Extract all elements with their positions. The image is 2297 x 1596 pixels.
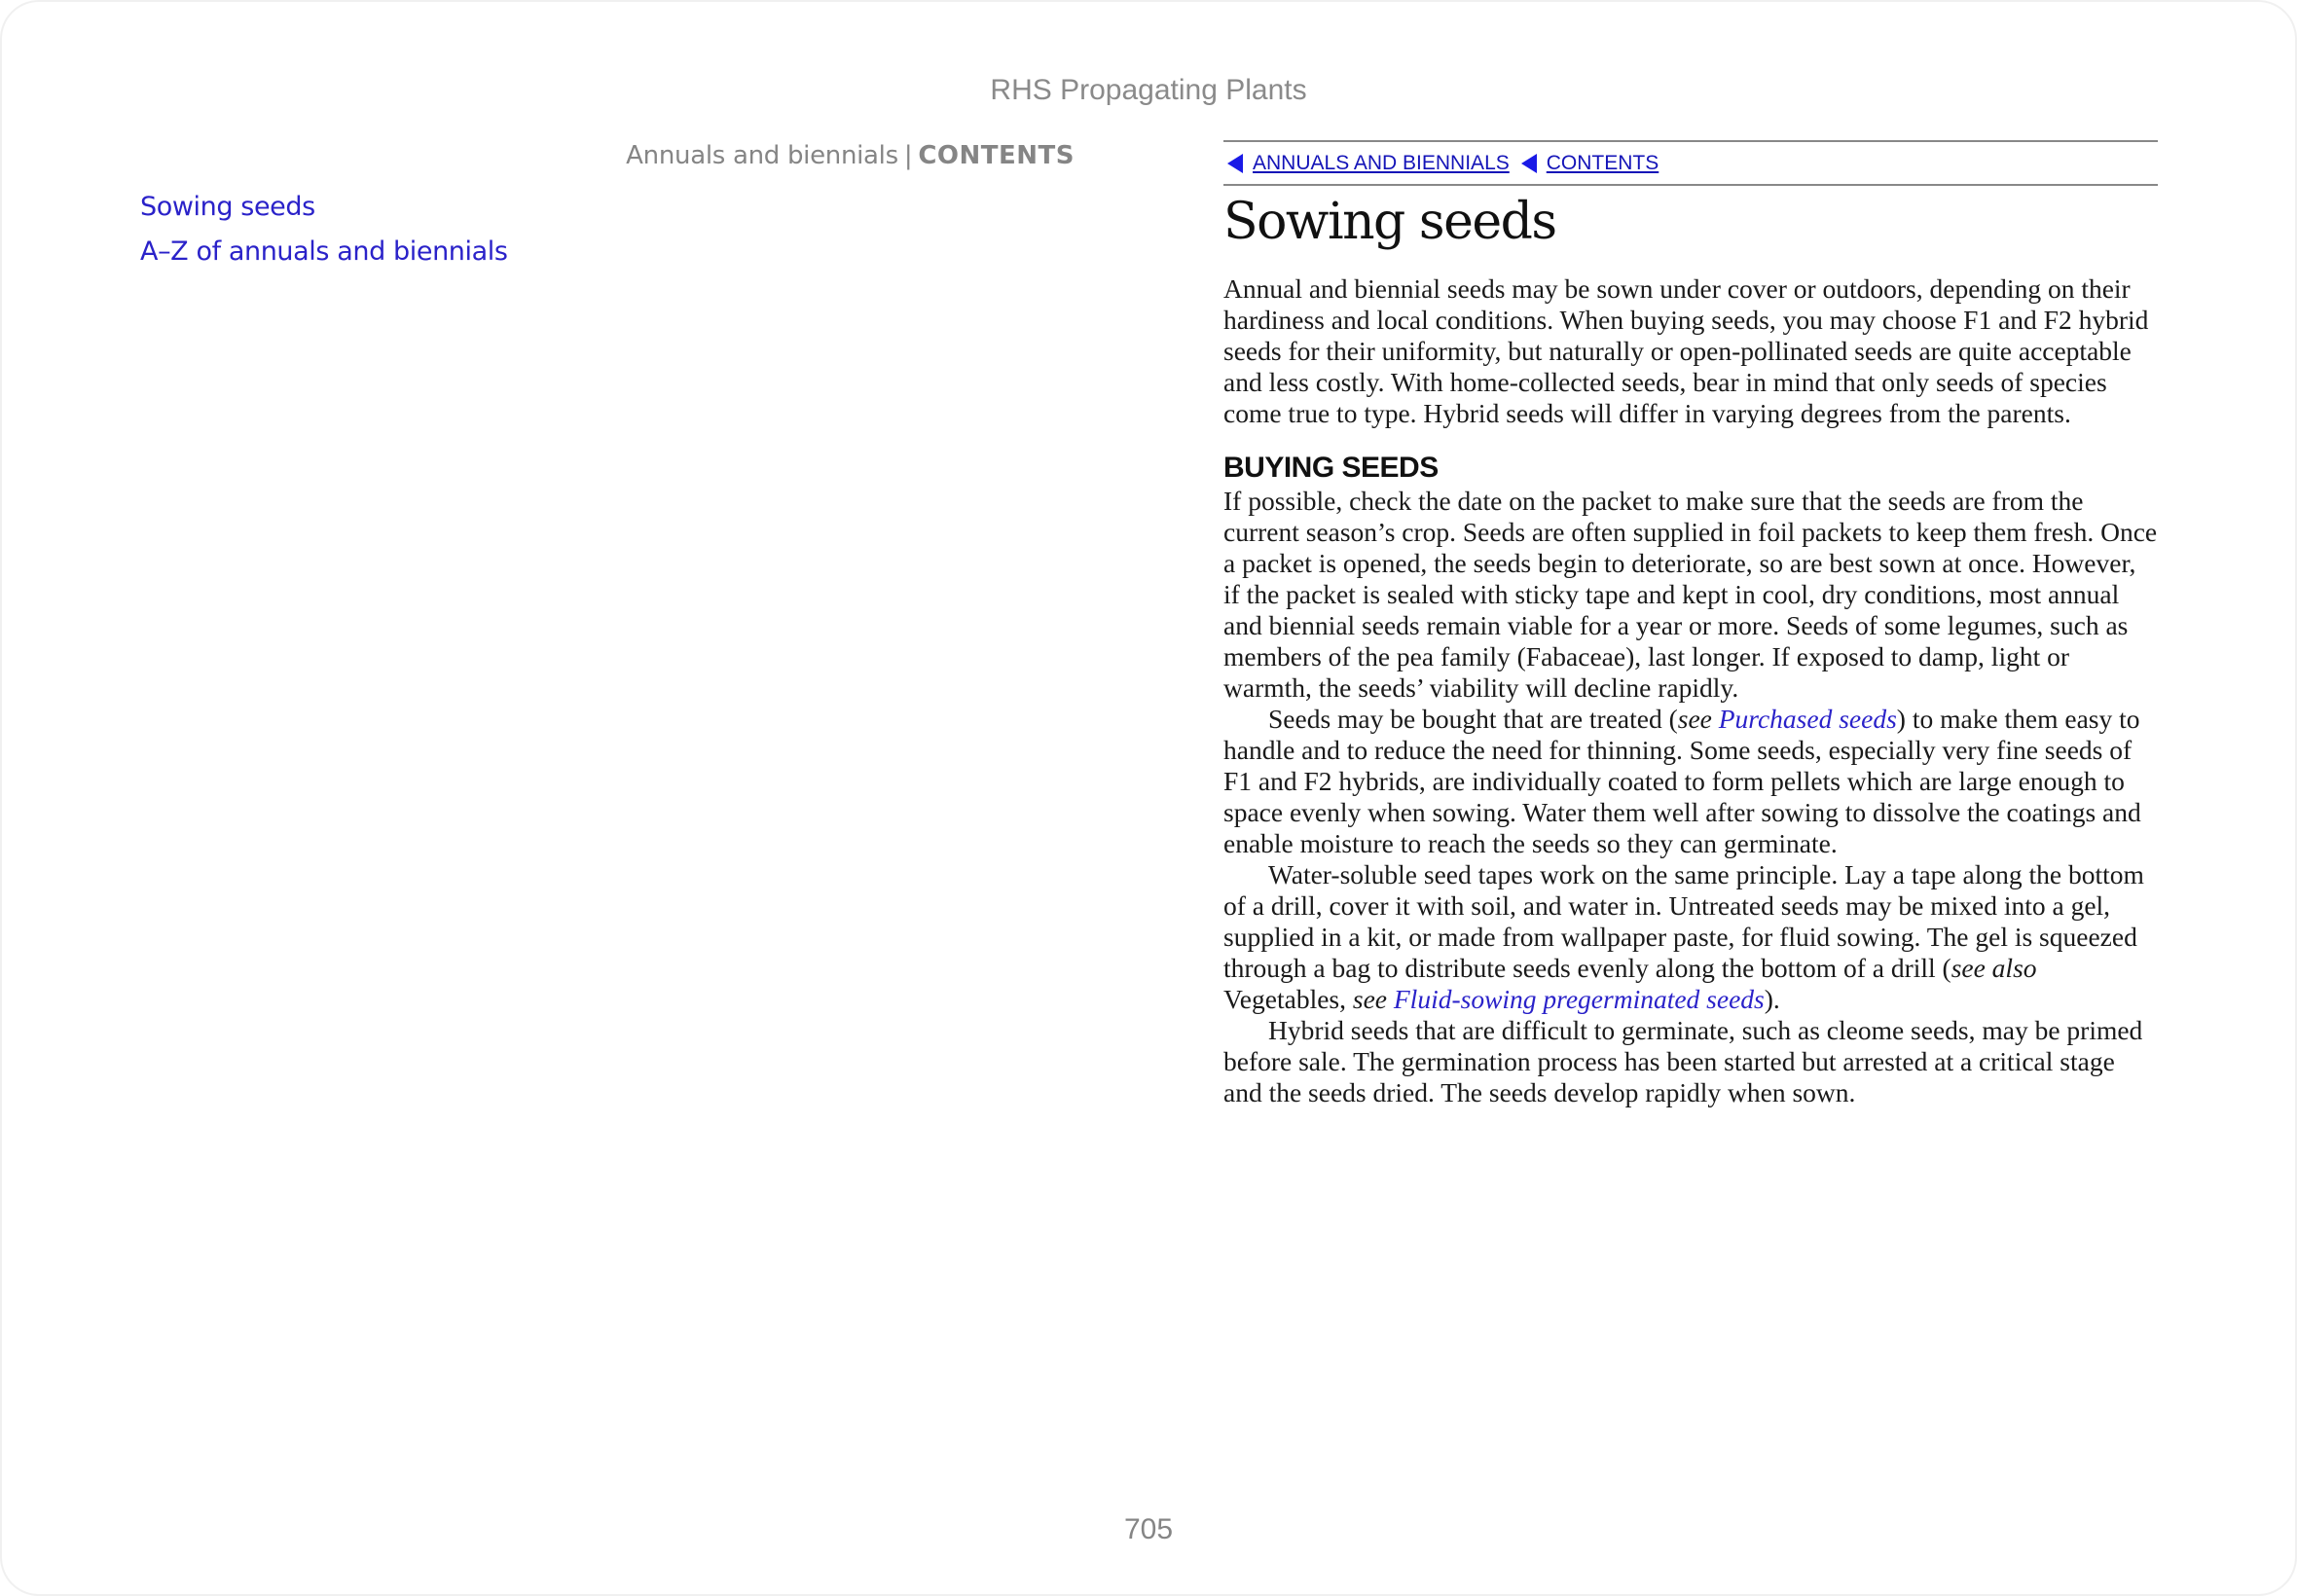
paragraph-1: If possible, check the date on the packet to make sure that the seeds are from the current season’s crop. Seeds are often supplied in foil packets to keep them fresh. Once a packet is opened, the seeds begin to deteriorate, so are best sown at once. However, if the packet is sealed with sticky tape and kept in cool, dry conditions, most annual and biennial seeds remain viable for a year or more. Seeds of some legumes, such as members of the pea family (Fabaceae), last longer. If exposed to damp, light or warmth, the seeds’ viability will decline rapidly. [1223, 486, 2158, 703]
link-fluid-sowing[interactable]: Fluid-sowing pregerminated seeds [1393, 984, 1765, 1014]
see-also-text: see also [1951, 953, 2037, 983]
book-title: RHS Propagating Plants [990, 74, 1307, 106]
header-separator: | [903, 141, 913, 170]
see-text: see [1352, 984, 1387, 1014]
right-page [1223, 140, 2158, 1108]
left-page-header [626, 141, 1075, 170]
paragraph-2 [1223, 704, 2158, 859]
nav-item-annuals[interactable] [1223, 152, 1510, 175]
text: Vegetables, [1223, 984, 1353, 1014]
see-text: see [1677, 704, 1712, 734]
nav-link-contents[interactable]: CONTENTS [1546, 151, 1659, 174]
subheading-buying-seeds: BUYING SEEDS [1223, 452, 1439, 484]
text: ). [1764, 984, 1780, 1014]
table-of-contents [140, 185, 508, 274]
link-purchased-seeds[interactable]: Purchased seeds [1718, 704, 1897, 734]
left-triangle-icon [1521, 154, 1537, 173]
paragraph-3 [1223, 859, 2158, 1015]
nav-item-contents[interactable] [1517, 152, 1659, 175]
toc-link-sowing-seeds[interactable]: Sowing seeds [140, 192, 315, 222]
section-name: Annuals and biennials [626, 141, 898, 170]
page-number: 705 [1123, 1513, 1174, 1545]
toc-link-a-z-annuals-biennials[interactable]: A–Z of annuals and biennials [140, 236, 508, 267]
text: Water-soluble seed tapes work on the same principle. Lay a tape along the bottom of a drill, cover it with soil, and water in. Untreated seeds may be mixed into a gel, supplied in a kit, or made from wallpaper paste, for fluid sowing. The gel is squeezed through a bag to distribute seeds evenly along the bottom of a drill ( [1223, 859, 2144, 983]
text: Seeds may be bought that are treated ( [1268, 704, 1678, 734]
contents-label: CONTENTS [918, 141, 1075, 170]
page-heading: Sowing seeds [1223, 193, 1556, 251]
paragraph-4: Hybrid seeds that are difficult to germinate, such as cleome seeds, may be primed before sale. The germination process has been started but arrested at a critical stage and the seeds dried. The seeds develop rapidly when sown. [1223, 1015, 2143, 1107]
article-body [1223, 273, 2158, 1108]
intro-paragraph: Annual and biennial seeds may be sown under cover or outdoors, depending on their hardiness and local conditions. When buying seeds, you may choose F1 and F2 hybrid seeds for their uniformity, but naturally or open-pollinated seeds are quite acceptable and less costly. With home-collected seeds, bear in mind that only seeds of species come true to type. Hybrid seeds will differ in varying degrees from the parents. [1223, 273, 2149, 428]
breadcrumb-nav [1223, 140, 2158, 186]
nav-link-annuals-and-biennials[interactable]: ANNUALS AND BIENNIALS [1253, 151, 1510, 174]
left-triangle-icon [1227, 154, 1243, 173]
text: ) to make them easy to handle and to reduce the need for thinning. Some seeds, especially very fine seeds of F1 and F2 hybrids, are individually coated to form pellets which are large enough to space evenly when sowing. Water them well after sowing to dissolve the coatings and enable moisture to reach the seeds so they can germinate. [1223, 704, 2141, 858]
